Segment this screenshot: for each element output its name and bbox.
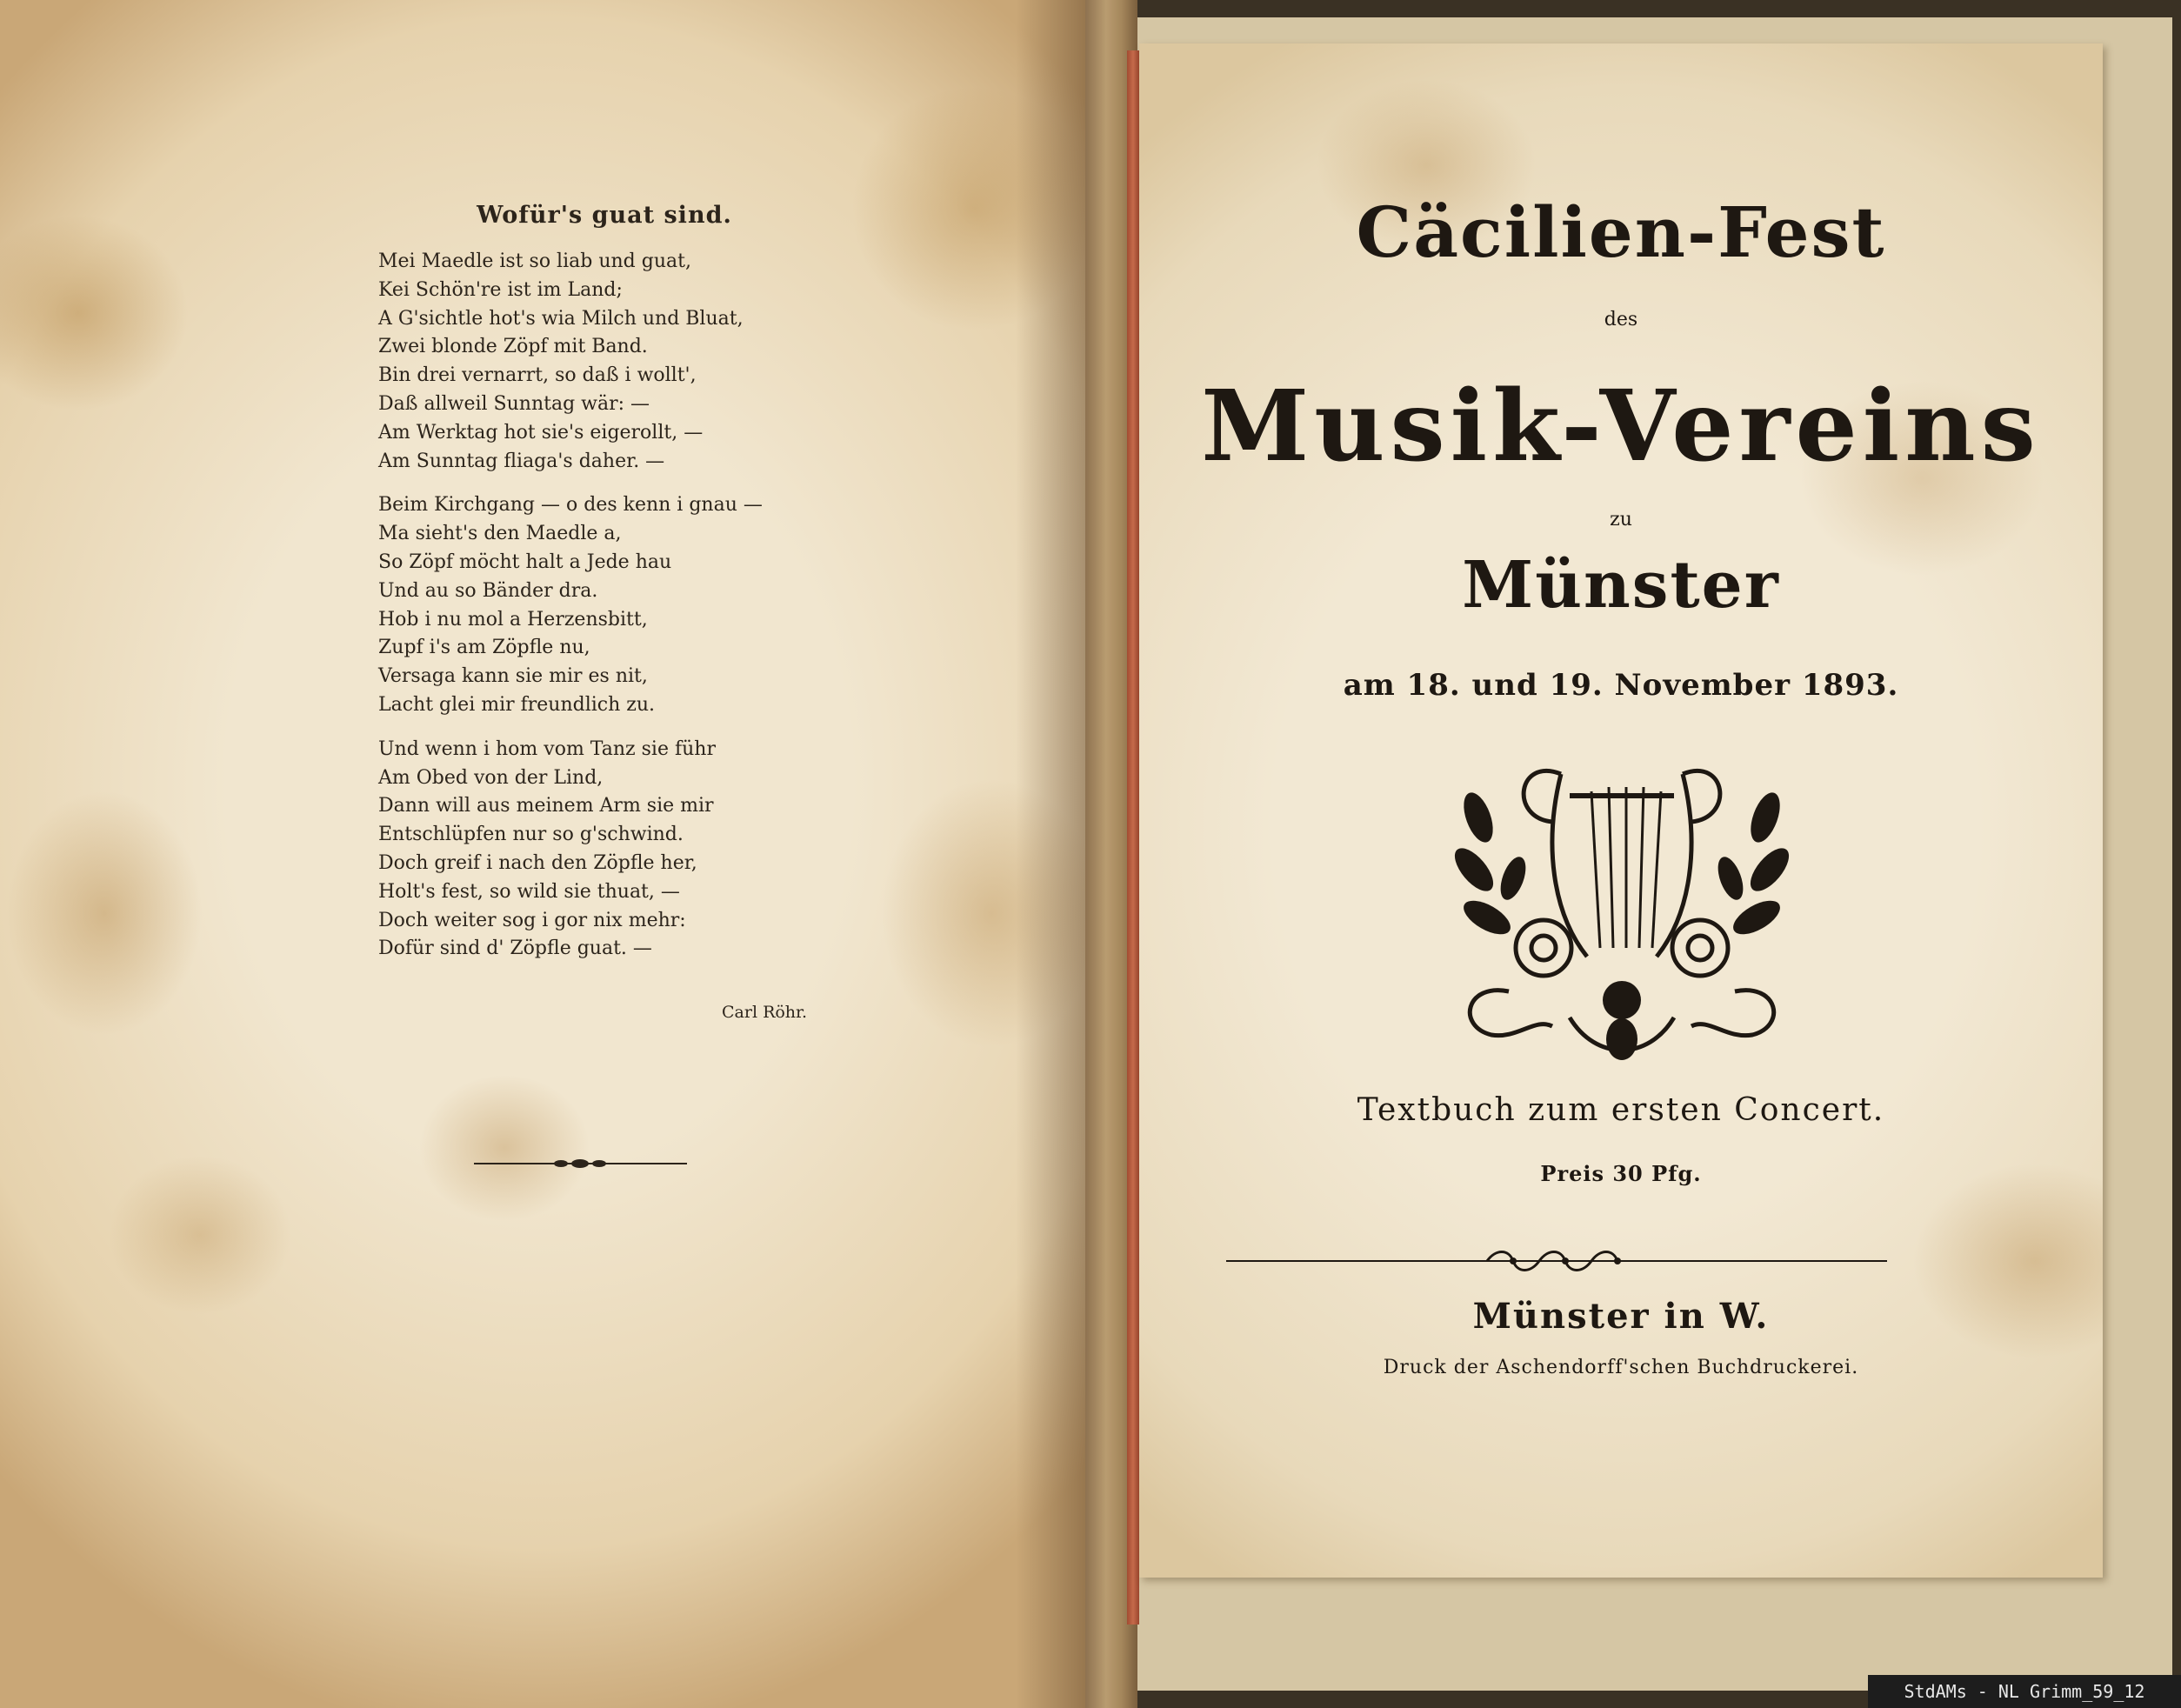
poem-line: A G'sichtle hot's wia Milch und Bluat, xyxy=(378,307,744,330)
poem-line: Und wenn i hom vom Tanz sie führ xyxy=(378,737,716,760)
poem-line: Zupf i's am Zöpfle nu, xyxy=(378,637,590,659)
left-page xyxy=(0,0,1085,1708)
title-line-2: Musik-Vereins xyxy=(1201,370,2041,484)
printer-credit: Druck der Aschendorff'schen Buchdruckerei. xyxy=(1383,1357,1859,1378)
event-date: am 18. und 19. November 1893. xyxy=(1343,668,1899,703)
title-line-3: Münster xyxy=(1462,548,1780,623)
poem-line: Lacht glei mir freundlich zu. xyxy=(378,693,656,716)
poem-line: Dofür sind d' Zöpfle guat. — xyxy=(378,937,652,960)
poem-line: Entschlüpfen nur so g'schwind. xyxy=(378,824,684,846)
poem-line: Und au so Bänder dra. xyxy=(378,579,598,602)
poem-line: Am Werktag hot sie's eigerollt, — xyxy=(378,421,704,444)
publication-city: Münster in W. xyxy=(1472,1296,1770,1337)
poem-line: Beim Kirchgang — o des kenn i gnau — xyxy=(378,494,763,517)
connector-des: des xyxy=(1604,309,1638,330)
poem-line: Versaga kann sie mir es nit, xyxy=(378,665,648,688)
poem-author: Carl Röhr. xyxy=(722,1003,808,1022)
poem-line: Hob i nu mol a Herzensbitt, xyxy=(378,608,648,630)
poem-line: Bin drei vernarrt, so daß i wollt', xyxy=(378,364,697,387)
stanza-1 xyxy=(378,248,830,476)
poem-line: Dann will aus meinem Arm sie mir xyxy=(378,795,714,817)
title-page xyxy=(1139,43,2103,1578)
poem-line: Holt's fest, so wild sie thuat, — xyxy=(378,880,680,903)
poem-line: Mei Maedle ist so liab und guat, xyxy=(378,250,691,272)
price: Preis 30 Pfg. xyxy=(1540,1161,1702,1186)
connector-zu: zu xyxy=(1610,509,1632,530)
spine-edge xyxy=(1127,50,1139,1625)
poem-line: Am Sunntag fliaga's daher. — xyxy=(378,450,665,472)
ornament-divider-icon xyxy=(474,1155,687,1172)
poem-title: Wofür's guat sind. xyxy=(477,202,732,229)
lyre-emblem-icon xyxy=(1413,739,1831,1070)
archive-reference-label: StdAMs - NL Grimm_59_12 xyxy=(1868,1675,2181,1708)
poem xyxy=(378,202,830,979)
ornamental-rule-icon xyxy=(1226,1244,1887,1278)
poem-line: Ma sieht's den Maedle a, xyxy=(378,523,622,545)
poem-line: Kei Schön're ist im Land; xyxy=(378,278,623,301)
poem-line: Daß allweil Sunntag wär: — xyxy=(378,392,650,415)
stanza-2 xyxy=(378,491,830,719)
stanza-3 xyxy=(378,736,830,964)
poem-line: Zwei blonde Zöpf mit Band. xyxy=(378,336,648,358)
poem-line: Doch greif i nach den Zöpfle her, xyxy=(378,851,697,874)
poem-line: Am Obed von der Lind, xyxy=(378,766,604,789)
title-line-1: Cäcilien-Fest xyxy=(1356,191,1886,273)
poem-line: Doch weiter sog i gor nix mehr: xyxy=(378,909,686,931)
poem-line: So Zöpf möcht halt a Jede hau xyxy=(378,550,672,573)
textbook-subtitle: Textbuch zum ersten Concert. xyxy=(1357,1092,1885,1128)
